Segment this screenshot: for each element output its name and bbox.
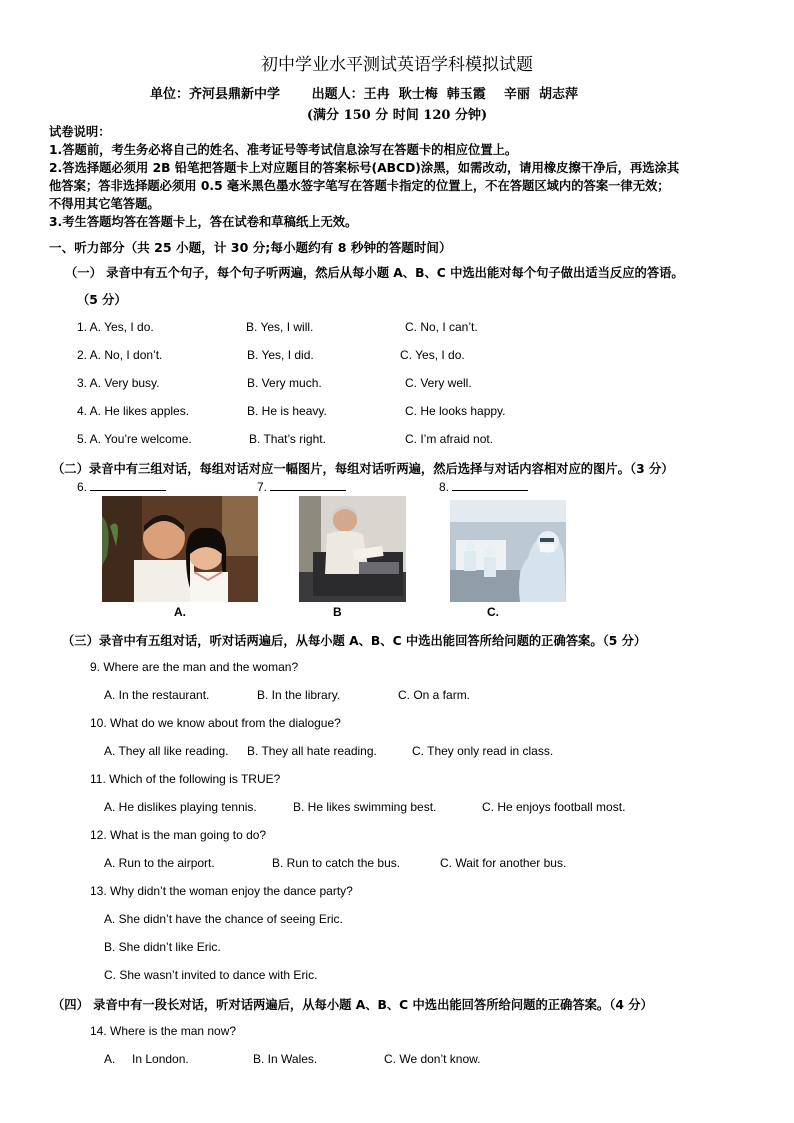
option-text: B. She didn’t like Eric.	[104, 940, 221, 954]
option-text: B. Run to catch the bus.	[272, 856, 401, 870]
option-text: B. Yes, I will.	[246, 320, 314, 334]
instruction-line: 3.考生答题均答在答题卡上，答在试卷和草稿纸上无效。	[49, 215, 358, 229]
option-text: 1. A. Yes, I do.	[77, 320, 154, 334]
option-text: C. On a farm.	[398, 688, 471, 702]
option-text: A. She didn’t have the chance of seeing Eric.	[104, 912, 343, 926]
option-text: C. Very well.	[405, 376, 472, 390]
option-text: C. I’m afraid not.	[405, 432, 494, 446]
picture-a-father-daughter	[102, 496, 258, 602]
option-text: A. In London.	[104, 1052, 189, 1066]
picture-c-lab-workers	[450, 500, 566, 602]
option-text: B. In Wales.	[253, 1052, 318, 1066]
option-text: A. Run to the airport.	[104, 856, 215, 870]
option-text: B. He is heavy.	[247, 404, 327, 418]
option-text: C. He enjoys football most.	[482, 800, 626, 814]
score-time-line: (满分 150 分 时间 120 分钟)	[306, 108, 488, 123]
question-9: 9. Where are the man and the woman?	[90, 660, 299, 674]
blank-number: 7.	[257, 480, 268, 494]
option-text: B. In the library.	[257, 688, 341, 702]
answer-blank-7	[257, 479, 346, 494]
option-text: C. He looks happy.	[405, 404, 506, 418]
section2-heading: （二）录音中有三组对话，每组对话对应一幅图片，每组对话听两遍，然后选择与对话内容相对应的图片。（3 分）	[52, 462, 674, 476]
question-12: 12. What is the man going to do?	[90, 828, 267, 842]
instructions-heading: 试卷说明：	[49, 125, 111, 139]
option-text: 2. A. No, I don’t.	[77, 348, 163, 362]
photo-image	[299, 496, 406, 602]
section1-points: （5 分）	[77, 293, 127, 307]
section3-heading: （三）录音中有五组对话，听对话两遍后，从每小题 A、B、C 中选出能回答所给问题的正确答案。（5 分）	[62, 634, 647, 648]
option-text: 5. A. You’re welcome.	[77, 432, 192, 446]
question-11: 11. Which of the following is TRUE?	[90, 772, 281, 786]
option-text: B. Very much.	[247, 376, 322, 390]
instruction-line: 他答案；答非选择题必须用 0.5 毫米黑色墨水签字笔写在答题卡指定的位置上，不在答题区域内的答案一律无效；	[49, 179, 670, 193]
page-title: 初中学业水平测试英语学科模拟试题	[261, 55, 533, 75]
option-text: 3. A. Very busy.	[77, 376, 160, 390]
option-text: C. Yes, I do.	[400, 348, 465, 362]
blank-line	[452, 479, 528, 491]
picture-b-label: B	[333, 605, 342, 619]
section4-heading: （四） 录音中有一段长对话，听对话两遍后，从每小题 A、B、C 中选出能回答所给问题的正确答案。（4 分）	[52, 998, 653, 1012]
section1-heading: （一） 录音中有五个句子，每个句子听两遍，然后从每小题 A、B、C 中选出能对每个句子做出适当反应的答语。	[65, 266, 684, 280]
question-10: 10. What do we know about from the dialogue?	[90, 716, 341, 730]
instruction-line: 1.答题前，考生务必将自己的姓名、准考证号等考试信息涂写在答题卡的相应位置上。	[49, 143, 518, 157]
photo-image	[102, 496, 258, 602]
option-text: A. In the restaurant.	[104, 688, 210, 702]
option-text: A. He dislikes playing tennis.	[104, 800, 257, 814]
authors-line: 单位：齐河县鼎新中学 出题人：王冉 耿士梅 韩玉霞 辛丽 胡志萍	[150, 87, 578, 102]
answer-blank-8	[439, 479, 528, 494]
option-text: A. They all like reading.	[104, 744, 229, 758]
option-text: C. She wasn’t invited to dance with Eric.	[104, 968, 318, 982]
option-text: C. We don’t know.	[384, 1052, 481, 1066]
option-text: 4. A. He likes apples.	[77, 404, 190, 418]
picture-b-man-reading	[299, 496, 406, 602]
option-text: C. They only read in class.	[412, 744, 554, 758]
option-text: C. No, I can’t.	[405, 320, 478, 334]
photo-image	[450, 500, 566, 602]
picture-a-label: A.	[174, 605, 186, 619]
question-14: 14. Where is the man now?	[90, 1024, 237, 1038]
picture-c-label: C.	[487, 605, 499, 619]
instruction-line: 不得用其它笔答题。	[49, 197, 160, 211]
instruction-line: 2.答选择题必须用 2B 铅笔把答题卡上对应题目的答案标号(ABCD)涂黑，如需改动，请用橡皮擦干净后，再选涂其	[49, 161, 680, 175]
blank-number: 8.	[439, 480, 450, 494]
part1-heading: 一、听力部分（共 25 小题，计 30 分;每小题约有 8 秒钟的答题时间）	[49, 240, 452, 255]
option-text: B. That’s right.	[249, 432, 326, 446]
blank-line	[90, 479, 166, 491]
option-text: B. Yes, I did.	[247, 348, 314, 362]
blank-line	[270, 479, 346, 491]
answer-blank-6	[77, 479, 166, 494]
question-13: 13. Why didn’t the woman enjoy the dance party?	[90, 884, 353, 898]
blank-number: 6.	[77, 480, 88, 494]
option-text: C. Wait for another bus.	[440, 856, 567, 870]
option-text: B. They all hate reading.	[247, 744, 377, 758]
option-text: B. He likes swimming best.	[293, 800, 437, 814]
